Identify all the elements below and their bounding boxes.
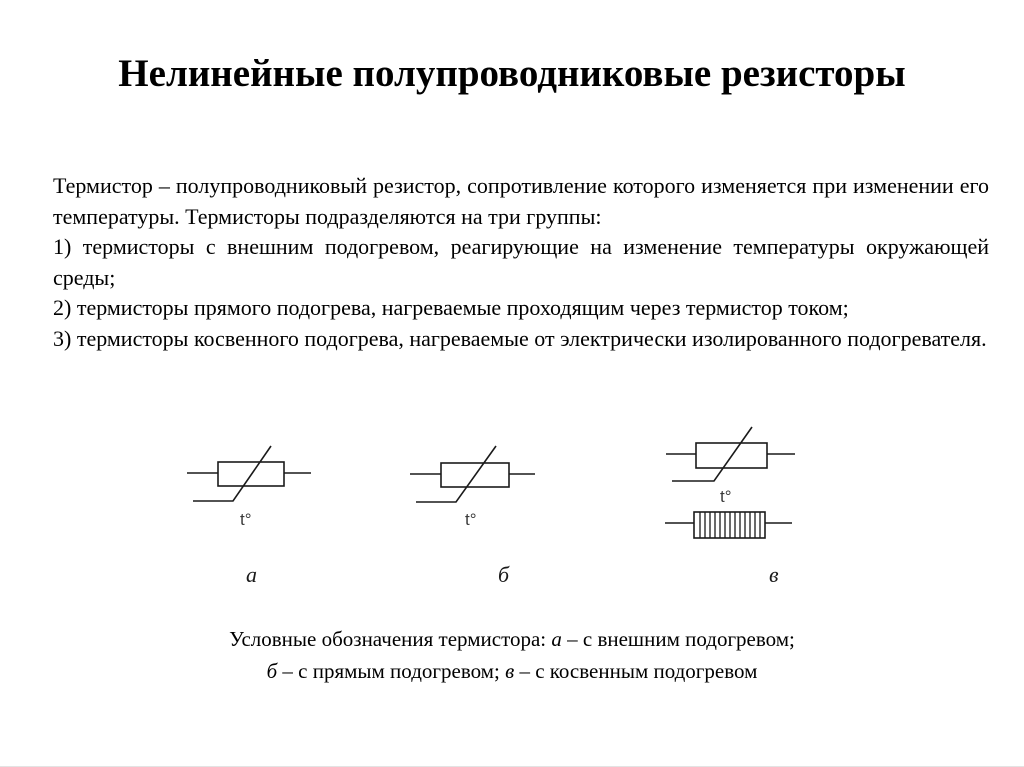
- definition-paragraph: Термистор – полупроводниковый резистор, сопротивление которого изменяется при изменении его температуры. Термисторы подразделяются на три группы:: [53, 173, 989, 229]
- symbol-b-nonlinear-line: [416, 446, 496, 502]
- symbol-c-resistor-body: [696, 443, 767, 468]
- symbol-a-nonlinear-line: [193, 446, 271, 501]
- slide-title: Нелинейные полупроводниковые резисторы: [118, 52, 906, 95]
- body-text: [53, 171, 989, 354]
- caption-c-text: – с косвенным подогревом: [514, 659, 758, 683]
- caption-c-letter: в: [505, 659, 515, 683]
- symbol-a-letter: а: [246, 562, 257, 587]
- group-1-paragraph: 1) термисторы с внешним подогревом, реагирующие на изменение температуры окружающей среды;: [53, 234, 989, 290]
- figure-caption: [60, 623, 964, 687]
- caption-a-text: – с внешним подогревом;: [561, 627, 795, 651]
- symbol-c-temp-label: t°: [720, 487, 732, 506]
- caption-line-1: [60, 623, 964, 655]
- caption-line-2: [60, 655, 964, 687]
- symbol-b-thermistor: [410, 446, 535, 502]
- group-2-paragraph: 2) термисторы прямого подогрева, нагреваемые проходящим через термистор током;: [53, 295, 849, 320]
- symbol-c-letter: в: [769, 562, 779, 587]
- caption-b-text: – с прямым подогревом;: [277, 659, 506, 683]
- symbol-a-thermistor: [187, 446, 311, 501]
- symbol-a-resistor-body: [218, 462, 284, 486]
- symbol-b-resistor-body: [441, 463, 509, 487]
- symbol-b-temp-label: t°: [465, 510, 477, 529]
- caption-prefix: Условные обозначения термистора:: [229, 627, 552, 651]
- group-3-paragraph: 3) термисторы косвенного подогрева, нагреваемые от электрически изолированного подогревателя.: [53, 325, 987, 351]
- symbol-b-letter: б: [498, 562, 510, 587]
- symbol-a-temp-label: t°: [240, 510, 252, 529]
- caption-b-letter: б: [266, 659, 278, 683]
- caption-a-letter: а: [551, 627, 562, 651]
- symbol-c-nonlinear-line: [672, 427, 752, 481]
- heater-body: [694, 512, 765, 538]
- symbol-c-thermistor: [665, 427, 795, 538]
- symbol-c-heater: [665, 512, 792, 538]
- heater-hatching: [700, 512, 760, 538]
